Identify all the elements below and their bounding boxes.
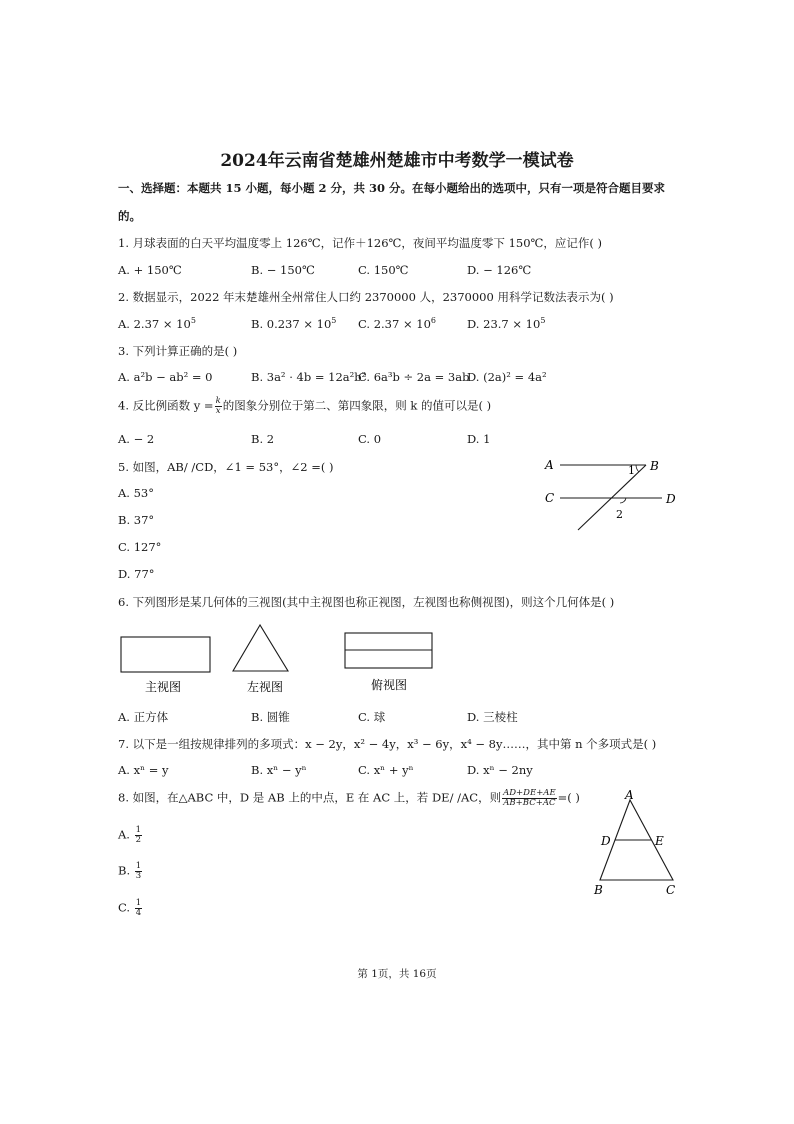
q3-option-c: C. 6a³b ÷ 2a = 3ab bbox=[358, 370, 470, 384]
q5-stem: 5. 如图，AB/ /CD，∠1 = 53°，∠2 =( ) bbox=[118, 460, 334, 474]
front-view-rectangle bbox=[121, 637, 210, 672]
q7-option-d: D. xⁿ − 2ny bbox=[467, 763, 533, 777]
q2-option-d: D. $23.7 \times 10^5$ bbox=[467, 316, 546, 331]
q2-option-c: C. $2.37 \times 10^6$ bbox=[358, 316, 436, 331]
q7-option-b: B. xⁿ − yⁿ bbox=[251, 763, 307, 777]
q7-option-c: C. xⁿ + yⁿ bbox=[358, 763, 414, 777]
q4-option-c: C. 0 bbox=[358, 432, 382, 446]
page-footer: 第 1页，共 16页 bbox=[357, 968, 437, 980]
q1-option-a: A. + 150℃ bbox=[118, 263, 182, 277]
q6-option-a: A. 正方体 bbox=[118, 710, 169, 724]
label-d: D bbox=[666, 492, 676, 506]
q5-option-d: D. 77° bbox=[118, 567, 155, 581]
label-d: D bbox=[601, 834, 611, 848]
q4-option-a: A. − 2 bbox=[118, 432, 155, 446]
q7-stem: 7. 以下是一组按规律排列的多项式：x − 2y，x² − 4y，x³ − 6y，x⁴ − 8y……，其中第 n 个多项式是( ) bbox=[118, 737, 657, 751]
q6-option-b: B. 圆锥 bbox=[251, 710, 290, 724]
label-angle2: 2 bbox=[616, 508, 623, 521]
q8-fraction: $\frac{AD+DE+AE}{AB+BC+AC}$ bbox=[503, 788, 556, 808]
q1-option-d: D. − 126℃ bbox=[467, 263, 532, 277]
angle1-arc bbox=[636, 465, 639, 472]
q1-option-c: C. 150℃ bbox=[358, 263, 409, 277]
q7-option-a: A. xⁿ = y bbox=[118, 763, 169, 777]
q5-option-b: B. 37° bbox=[118, 513, 155, 527]
side-view-triangle bbox=[233, 625, 288, 671]
q3-stem: 3. 下列计算正确的是( ) bbox=[118, 344, 238, 358]
label-angle1: 1 bbox=[628, 464, 635, 477]
q4-option-b: B. 2 bbox=[251, 432, 275, 446]
q4-option-d: D. 1 bbox=[467, 432, 491, 446]
q8-triangle-figure bbox=[588, 788, 693, 898]
paper-title: 2024年云南省楚雄州楚雄市中考数学一模试卷 bbox=[220, 151, 574, 171]
q8-option-c: C. $\frac{1}{4}$ bbox=[118, 898, 142, 918]
q5-option-c: C. 127° bbox=[118, 540, 162, 554]
q2-stem: 2. 数据显示，2022 年末楚雄州全州常住人口约 2370000 人，2370000 用科学记数法表示为( ) bbox=[118, 290, 614, 304]
section-instruction-line1: 一、选择题：本题共 15 小题，每小题 2 分，共 30 分。在每小题给出的选项中，只有一项是符合题目要求 bbox=[118, 181, 666, 195]
q8-option-b: B. $\frac{1}{3}$ bbox=[118, 861, 142, 881]
label-e: E bbox=[655, 834, 664, 848]
q8-option-a: A. $\frac{1}{2}$ bbox=[118, 825, 142, 845]
q5-option-a: A. 53° bbox=[118, 486, 154, 500]
q4-stem: 4. 反比例函数 y = $\frac{k}{x}$ 的图象分别位于第二、第四象限，则 k 的值可以是( ) bbox=[118, 396, 492, 416]
q5-parallel-lines-figure bbox=[538, 452, 688, 537]
q8-stem: 8. 如图，在△ABC 中，D 是 AB 上的中点，E 在 AC 上，若 DE/ /AC，则 $\frac{AD+DE+AE}{AB+BC+AC}$ =( ) bbox=[118, 788, 580, 808]
label-top-view: 俯视图 bbox=[371, 678, 408, 692]
section-instruction-line2: 的。 bbox=[118, 209, 141, 223]
q2-option-b: B. $0.237 \times 10^5$ bbox=[251, 316, 337, 331]
q4-fraction: $\frac{k}{x}$ bbox=[215, 396, 221, 416]
label-a: A bbox=[625, 788, 634, 802]
q1-stem: 1. 月球表面的白天平均温度零上 126℃，记作＋126℃，夜间平均温度零下 150℃，应记作( ) bbox=[118, 236, 603, 250]
q6-option-c: C. 球 bbox=[358, 710, 386, 724]
label-a: A bbox=[545, 458, 554, 472]
q3-option-d: D. (2a)² = 4a² bbox=[467, 370, 547, 384]
q2-option-a: A. $2.37 \times 10^5$ bbox=[118, 316, 196, 331]
q6-three-views-figure bbox=[115, 620, 445, 700]
label-front-view: 主视图 bbox=[145, 680, 182, 694]
q6-option-d: D. 三棱柱 bbox=[467, 710, 518, 724]
q3-option-a: A. a²b − ab² = 0 bbox=[118, 370, 213, 384]
label-b: B bbox=[594, 883, 603, 897]
label-c: C bbox=[545, 491, 555, 505]
q1-option-b: B. − 150℃ bbox=[251, 263, 315, 277]
angle2-arc bbox=[620, 498, 626, 503]
q3-option-b: B. 3a² · 4b = 12a²b² bbox=[251, 370, 367, 384]
q6-stem: 6. 下列图形是某几何体的三视图(其中主视图也称正视图，左视图也称侧视图)，则这个几何体是( ) bbox=[118, 595, 615, 609]
label-c: C bbox=[666, 883, 676, 897]
label-b: B bbox=[650, 459, 659, 473]
label-side-view: 左视图 bbox=[247, 680, 284, 694]
